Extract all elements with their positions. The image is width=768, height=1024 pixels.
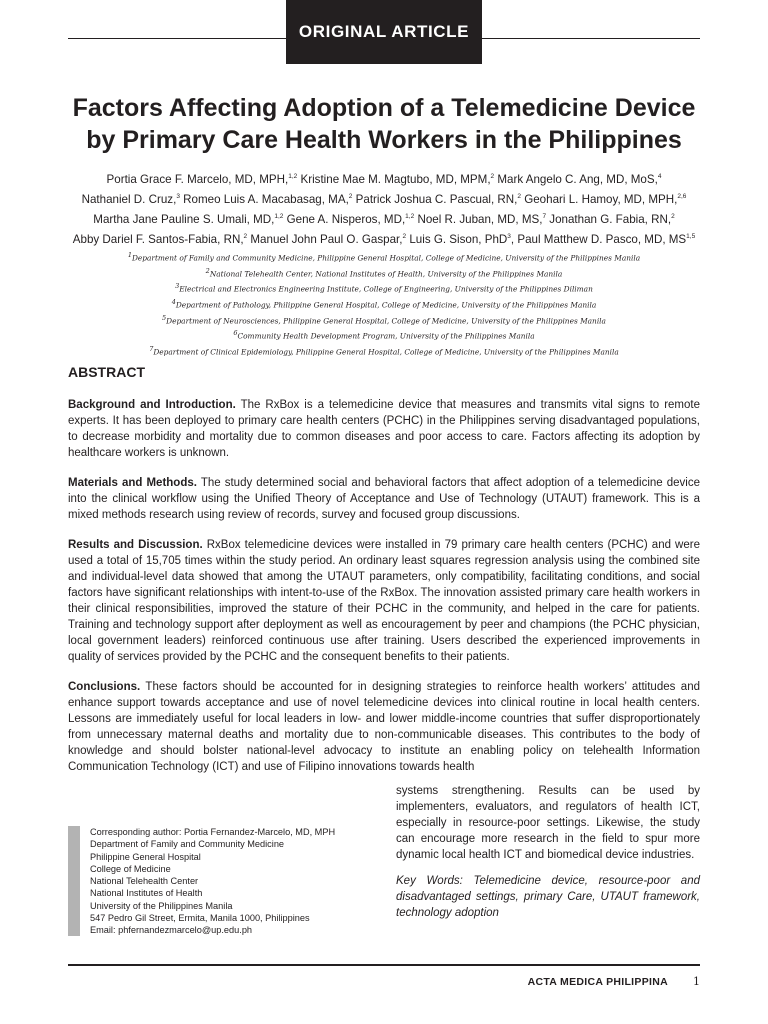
author-affiliation-marker: 3 xyxy=(507,232,511,240)
author-name: Mark Angelo C. Ang, MD, MoS, xyxy=(494,172,658,186)
results-label: Results and Discussion. xyxy=(68,539,203,551)
affiliation-number: 4 xyxy=(171,298,176,307)
affiliation-number: 5 xyxy=(162,313,167,322)
author-line xyxy=(30,228,738,248)
author-name: Manuel John Paul O. Gaspar, xyxy=(247,232,403,246)
author-name: , Paul Matthew D. Pasco, MD, MS xyxy=(510,232,687,246)
author-name: Noel R. Juban, MD, MS, xyxy=(414,212,543,226)
affiliation-line xyxy=(30,296,738,312)
affiliation-text: Community Health Development Program, University of the Philippines Manila xyxy=(237,331,535,341)
author-affiliation-marker: 7 xyxy=(542,212,547,220)
author-name: Kristine Mae M. Magtubo, MD, MPM, xyxy=(297,172,491,186)
author-affiliation-marker: 2 xyxy=(490,173,495,180)
author-name: Nathaniel D. Cruz, xyxy=(81,192,177,206)
author-name: Patrick Joshua C. Pascual, RN, xyxy=(352,192,518,206)
author-affiliation-marker: 1,2 xyxy=(288,173,298,180)
affiliation-text: National Telehealth Center, National Institutes of Health, University of the Philippines Manila xyxy=(209,269,563,279)
abstract-body xyxy=(68,397,700,789)
correspondence-line: 547 Pedro Gil Street, Ermita, Manila 1000, Philippines xyxy=(90,913,310,924)
author-affiliation-marker: 1,2 xyxy=(274,212,284,220)
background-text: The RxBox is a telemedicine device that measures and transmits vital signs to remote experts. It has been deployed to primary care health centers (PCHC) in the Philippines serving disadvantaged populations, to decrease morbidity and mortality due to common diseases and poor access to care. Factors affecting its adoption by healthcare workers is unknown. xyxy=(68,399,700,459)
author-affiliation-marker: 2 xyxy=(402,232,407,240)
author-name: Abby Dariel F. Santos-Fabia, RN, xyxy=(72,232,244,246)
affiliation-line xyxy=(30,343,738,359)
author-affiliation-marker: 2,6 xyxy=(677,192,687,200)
affiliation-number: 3 xyxy=(175,282,180,291)
author-name: Romeo Luis A. Macabasag, MA, xyxy=(179,192,349,206)
author-name: Gene A. Nisperos, MD, xyxy=(283,212,406,226)
title-line-2: by Primary Care Health Workers in the Philippines xyxy=(86,126,682,154)
conclusions-label: Conclusions. xyxy=(68,681,141,693)
affiliation-text: Department of Family and Community Medicine, Philippine General Hospital, College of Medicine, University of the Philippines Manila xyxy=(131,253,641,263)
author-line xyxy=(30,188,738,208)
author-name: Geohari L. Hamoy, MD, MPH, xyxy=(521,192,678,206)
conclusions-continuation-column xyxy=(396,783,700,921)
author-name: Portia Grace F. Marcelo, MD, MPH, xyxy=(106,172,289,186)
abstract-results xyxy=(68,537,700,665)
affiliation-text: Department of Pathology, Philippine General Hospital, College of Medicine, University of the Philippines Manila xyxy=(175,300,597,310)
footer-rule xyxy=(68,964,700,966)
correspondence-line: College of Medicine xyxy=(90,863,171,874)
author-list xyxy=(30,168,738,247)
author-affiliation-marker: 4 xyxy=(657,173,662,180)
author-name: Jonathan G. Fabia, RN, xyxy=(546,212,672,226)
conclusions-continuation: systems strengthening. Results can be used by implementers, evaluators, and regulators of health ICT, especially in resource-poor settings. Likewise, the study can encourage more research in the field to spur more dynamic local health ICT and biomedical device industries. xyxy=(396,785,700,861)
author-affiliation-marker: 2 xyxy=(348,192,353,200)
correspondence-line: University of the Philippines Manila xyxy=(90,900,233,911)
abstract-background xyxy=(68,397,700,461)
author-affiliation-marker: 2 xyxy=(671,212,675,220)
affiliation-text: Department of Neurosciences, Philippine General Hospital, College of Medicine, University of the Philippines Manila xyxy=(166,316,606,326)
author-line xyxy=(30,168,738,188)
correspondence-line: Corresponding author: Portia Fernandez-Marcelo, MD, MPH xyxy=(90,827,336,837)
abstract-methods xyxy=(68,475,700,523)
keywords: Key Words: Telemedicine device, resource-poor and disadvantaged settings, primary Care, UTAUT framework, technology adoption xyxy=(396,875,700,919)
affiliation-list xyxy=(30,249,738,359)
abstract-heading: ABSTRACT xyxy=(68,364,145,380)
affiliation-line xyxy=(30,265,738,281)
affiliation-number: 2 xyxy=(205,266,210,275)
methods-text: The study determined social and behavioral factors that affect adoption of a telemedicine device into the clinical workflow using the Unified Theory of Acceptance and Use of Technology (UTAUT) framework. This is a mixed methods research using review of records, survey and focused group discussions. xyxy=(68,477,700,521)
article-type-tab: ORIGINAL ARTICLE xyxy=(286,0,482,64)
author-affiliation-marker: 1,5 xyxy=(686,232,696,240)
methods-label: Materials and Methods. xyxy=(68,477,197,489)
journal-name: ACTA MEDICA PHILIPPINA xyxy=(527,976,668,988)
author-name: Martha Jane Pauline S. Umali, MD, xyxy=(93,212,275,226)
title-line-1: Factors Affecting Adoption of a Telemedicine Device xyxy=(72,94,696,122)
author-line xyxy=(30,208,738,228)
affiliation-line xyxy=(30,327,738,343)
affiliation-number: 6 xyxy=(233,329,238,338)
conclusions-text: These factors should be accounted for in designing strategies to reinforce health workers’ attitudes and enhance support towards acceptance and use of novel telemedicine devices into clinical routine in local health centers. Lessons are immediately useful for local leaders in low- and lower middle-income countries that suffer disproportionately from unnecessary maternal deaths and mortality due to non-communicable diseases. This contributes to the body of knowledge and should bolster national-level advocacy to institute an enabling policy on telehealth Information Communication Technology (ICT) and use of Filipino innovations towards health xyxy=(68,681,700,773)
author-affiliation-marker: 2 xyxy=(243,232,248,240)
background-label: Background and Introduction. xyxy=(68,399,236,411)
author-affiliation-marker: 1,2 xyxy=(405,212,415,220)
page-number: 1 xyxy=(693,975,700,988)
affiliation-line xyxy=(30,312,738,328)
results-text: RxBox telemedicine devices were installed in 79 primary care health centers (PCHC) and were used a total of 15,705 times within the study period. An ordinary least squares regression analysis using the combined site and individual-level data showed that among the UTAUT parameters, only compatibility, facilitating conditions, and social factors have significant relationships with intent-to-use of the RxBox. The innovation assisted primary care health workers in their clinical responsibilities, improved the stature of their PCHC in the community, and helped in the care for patients. Training and technology support after deployment as well as encouragement by peer and champions (the PCHC physician, local government leaders) reinforced continuous use after training. Users described the experienced improvements in quality of services provided by the PCHC and the consequent benefits to their patients. xyxy=(68,539,700,663)
affiliation-text: Department of Clinical Epidemiology, Philippine General Hospital, College of Medicine, University of the Philippines Manila xyxy=(153,347,619,357)
article-title xyxy=(40,92,728,156)
author-affiliation-marker: 3 xyxy=(176,192,180,200)
correspondence-line: National Telehealth Center xyxy=(90,876,199,887)
affiliation-text: Electrical and Electronics Engineering Institute, College of Engineering, University of the Philippines Diliman xyxy=(179,284,593,294)
correspondence-line: Email: phfernandezmarcelo@up.edu.ph xyxy=(90,925,253,936)
correspondence-line: Department of Family and Community Medicine xyxy=(90,839,285,850)
correspondence-line: Philippine General Hospital xyxy=(90,851,201,862)
author-name: Luis G. Sison, PhD xyxy=(406,232,508,246)
correspondence-line: National Institutes of Health xyxy=(90,888,203,899)
affiliation-number: 7 xyxy=(149,345,154,354)
abstract-conclusions xyxy=(68,679,700,775)
affiliation-number: 1 xyxy=(127,251,132,259)
affiliation-line xyxy=(30,280,738,296)
author-affiliation-marker: 2 xyxy=(517,192,521,200)
affiliation-line xyxy=(30,249,738,265)
correspondence-box xyxy=(68,826,390,936)
